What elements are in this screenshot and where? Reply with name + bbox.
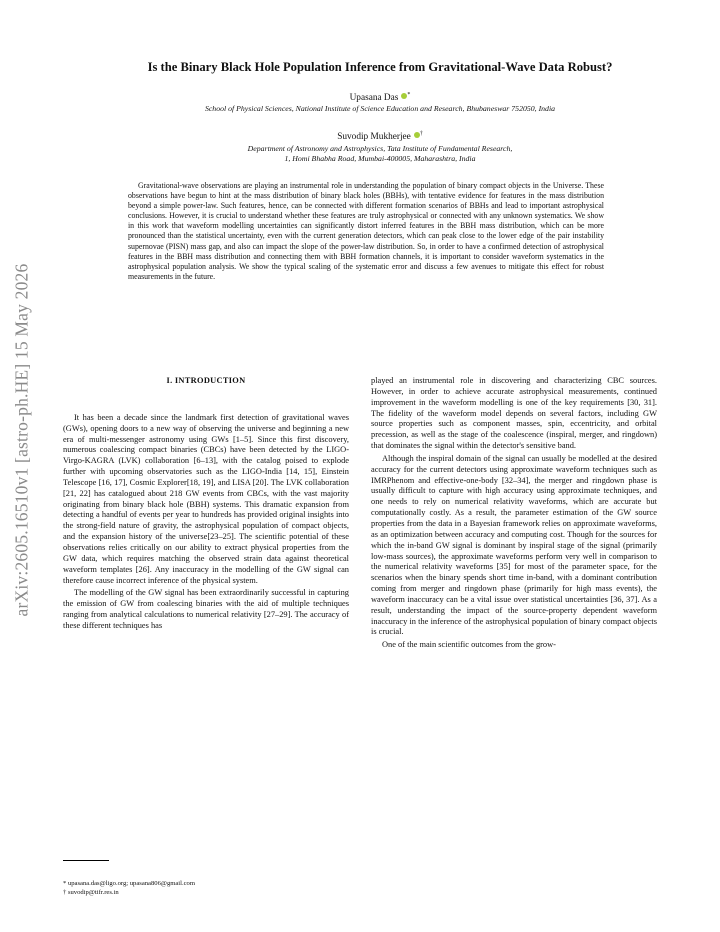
affiliation-line: Department of Astronomy and Astrophysics, Tata Institute of Fundamental Research, xyxy=(247,144,513,153)
arxiv-identifier: arXiv:2605.16510v1 [astro-ph.HE] 15 May 2026 xyxy=(11,263,32,617)
paragraph: It has been a decade since the landmark first detection of gravitational waves (GWs), opening doors to a new way of observing the universe and beginning a new era of multi-messenger astronomy using GWs [1–5]. Since this first discovery, numerous coalescing compact binaries (CBCs) have been detected by the LIGO-Virgo-KAGRA (LVK) collaboration [6–13], with the catalog poised to explode further with upcoming observatories such as the LIGO-India [14, 15], Einstein Telescope [16, 17], Cosmic Explorer[18, 19], and LISA [20]. The LVK collaboration [21, 22] has catalogued about 218 GW events from CBCs, with the vast majority originating from binary black hole (BBH) systems. This dramatic expansion from detecting a handful of events per year to hundreds has provided original insights into the strong-field nature of gravity, the astrophysical population of compact objects, and the expansion history of the universe[23–25]. The scientific potential of these observations relies critically on our ability to extract physical properties from the GW data, which requires matching the observed strain data against theoretical waveform templates [26]. Any inaccuracy in the modelling of the GW signal can therefore cause incorrect inference of the physical system. xyxy=(63,412,349,585)
author-2 xyxy=(40,131,720,142)
section-heading: I. INTRODUCTION xyxy=(166,376,246,385)
right-column xyxy=(371,376,657,653)
footnotes xyxy=(63,879,195,897)
author-2-mark: † xyxy=(419,131,423,137)
left-column xyxy=(63,376,349,634)
author-2-affiliation xyxy=(40,144,720,164)
abstract: Gravitational-wave observations are playing an instrumental role in understanding the population of binary compact objects in the Universe. These observations have begun to hint at the mass distribution of binary black holes (BBHs), with tentative evidence for features in the mass distribution beyond a simple power-law. Such features, hence, can be connected with different formation scenarios of BBHs and lead to important astrophysical conclusions. However, it is crucial to understand whether these features are truly astrophysical or connected with any unknown systematics. We show in this work that waveform modelling uncertainties can significantly distort inferred features in the BBH mass distribution, which can be more pronounced than the statistical uncertainty, even with the current generation detectors, which can peak close to the lower edge of the pair instability supernovae (PISN) mass gap, and also can impact the slope of the power-law distribution. So, in order to have a confirmed detection of astrophysical features in the BBH mass distribution and connecting them with BBH formation channels, it is important to consider waveform systematics in the astrophysical population analysis. We show the typical scaling of the systematic error and discuss a few avenues to mitigate this effect for robust measurements in the future. xyxy=(128,181,604,281)
arxiv-identifier-sidebar xyxy=(2,230,42,650)
paragraph: One of the main scientific outcomes from the grow- xyxy=(382,640,556,650)
paragraph: Although the inspiral domain of the signal can usually be modelled at the desired accuracy for the current detectors using approximate waveform techniques such as IMRPhenom and effective-one-body [32–34], the merger and ringdown phase is usually difficult to capture with high accuracy using approximate techniques, and one needs to rely on numerical relativity waveforms, which are accurate but computationally costly. As a result, the parameter estimation of the GW source properties from the data in a Bayesian framework relies on approximate waveforms, as an optimization between accuracy and computing cost. Though for the sources for which the in-band GW signal is dominant by inspiral stage of the signal (primarily low-mass sources), the approximate waveforms perform very well in comparison to the numerical relativity waveforms [35] for most of the parameter space, for the scenarios when the binary spends short time in-band, with a dominant contribution coming from merger and ringdown phase (primarily for high mass events), the waveform inaccuracy can be a vital issue over statistical uncertainties [36, 37]. As a result, understanding the impact of the source-property dependent waveform inaccuracy in the inference of the astrophysical population of binary compact objects is crucial. xyxy=(371,453,657,637)
paragraph: The modelling of the GW signal has been extraordinarily successful in capturing the emission of GW from coalescing binaries with the aid of multiple techniques ranging from analytical calculations to numerical relativity [27–29]. The accuracy of these different techniques has xyxy=(63,588,349,630)
author-1 xyxy=(40,92,720,103)
paragraph: played an instrumental role in discovering and characterizing CBC sources. However, in order to achieve accurate astrophysical measurements, continued improvement in the waveform modelling is one of the key requirements [30, 31]. The fidelity of the waveform model depends on several factors, including GW source properties such as component masses, spin, eccentricity, and orbital precession, as well as the stage of the coalescence (inspiral, merger, and ringdown) that dominates the signal within the detector's sensitive band. xyxy=(371,376,657,451)
author-2-name: Suvodip Mukherjee xyxy=(337,132,411,143)
affiliation-line: 1, Homi Bhabha Road, Mumbai-400005, Maharashtra, India xyxy=(284,154,476,163)
paper-title: Is the Binary Black Hole Population Inference from Gravitational-Wave Data Robust? xyxy=(147,60,613,74)
footnote-rule xyxy=(63,860,109,861)
author-1-mark: * xyxy=(407,92,411,98)
author-1-name: Upasana Das xyxy=(349,93,399,104)
footnote: * upasana.das@ligo.org; upasana806@gmail.com xyxy=(63,880,195,887)
footnote: † suvodip@tifr.res.in xyxy=(63,889,119,896)
author-1-affiliation: School of Physical Sciences, National Institute of Science Education and Research, Bhubaneswar 752050, India xyxy=(204,104,556,113)
